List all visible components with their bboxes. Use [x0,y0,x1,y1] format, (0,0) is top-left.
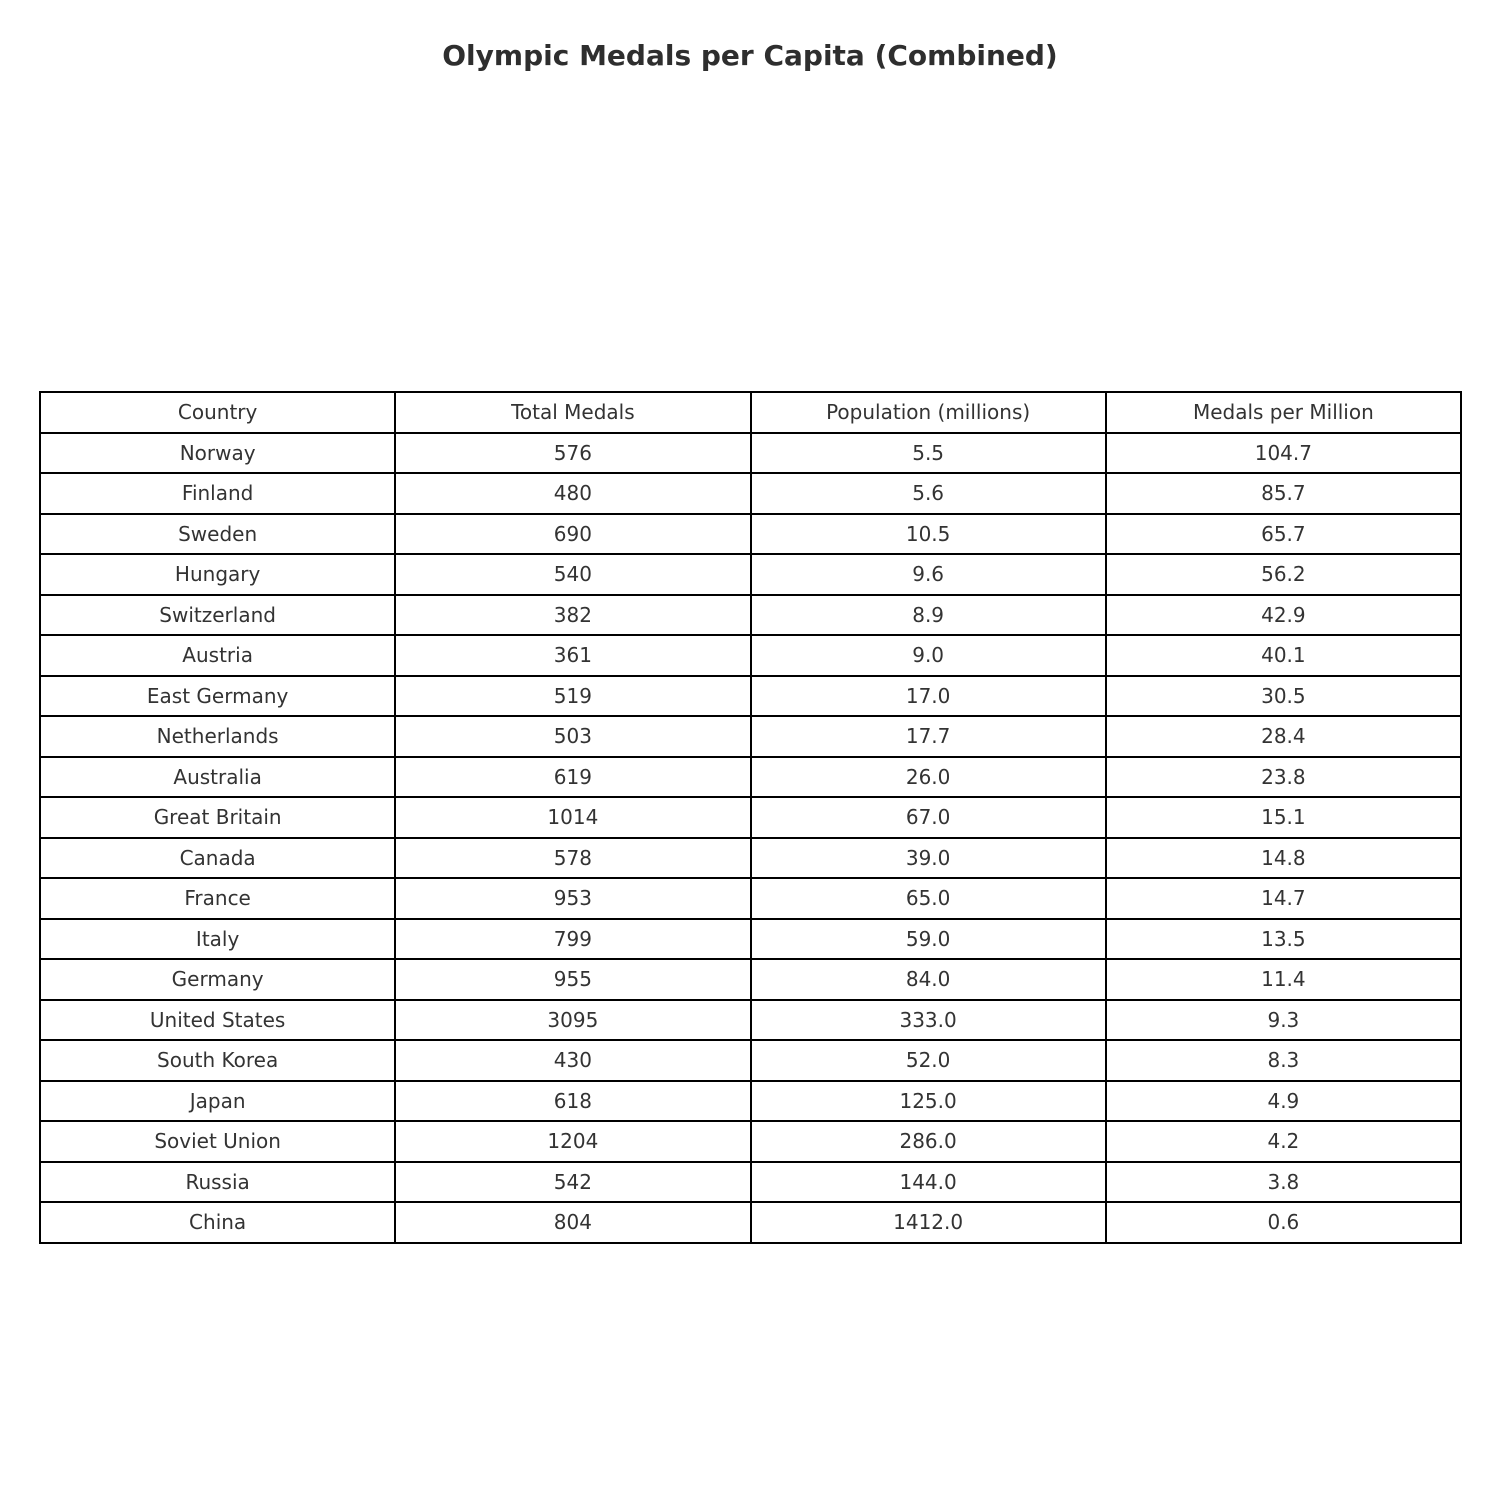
cell-total-medals: 382 [395,595,750,636]
table-row [40,635,1461,676]
cell-medals-per-million: 30.5 [1106,676,1461,717]
table-row [40,676,1461,717]
cell-medals-per-million: 11.4 [1106,959,1461,1000]
cell-medals-per-million: 3.8 [1106,1162,1461,1203]
cell-population: 8.9 [751,595,1106,636]
cell-medals-per-million: 13.5 [1106,919,1461,960]
cell-medals-per-million: 65.7 [1106,514,1461,555]
cell-country: Russia [40,1162,395,1203]
chart-title: Olympic Medals per Capita (Combined) [442,39,1058,72]
cell-medals-per-million: 85.7 [1106,473,1461,514]
cell-country: Canada [40,838,395,879]
cell-country: Switzerland [40,595,395,636]
cell-medals-per-million: 9.3 [1106,1000,1461,1041]
table-row [40,514,1461,555]
cell-country: Sweden [40,514,395,555]
cell-country: Austria [40,635,395,676]
cell-total-medals: 542 [395,1162,750,1203]
medals-table [39,391,1462,1244]
cell-medals-per-million: 14.7 [1106,878,1461,919]
cell-total-medals: 578 [395,838,750,879]
cell-country: China [40,1202,395,1243]
table-row [40,959,1461,1000]
cell-population: 67.0 [751,797,1106,838]
cell-population: 26.0 [751,757,1106,798]
cell-population: 1412.0 [751,1202,1106,1243]
cell-country: East Germany [40,676,395,717]
cell-population: 286.0 [751,1121,1106,1162]
cell-population: 5.5 [751,433,1106,474]
cell-total-medals: 3095 [395,1000,750,1041]
cell-total-medals: 619 [395,757,750,798]
cell-population: 59.0 [751,919,1106,960]
cell-population: 17.7 [751,716,1106,757]
cell-population: 84.0 [751,959,1106,1000]
cell-medals-per-million: 56.2 [1106,554,1461,595]
header-row [40,392,1461,433]
cell-medals-per-million: 4.2 [1106,1121,1461,1162]
header-country: Country [40,392,395,433]
cell-country: United States [40,1000,395,1041]
cell-population: 39.0 [751,838,1106,879]
cell-country: Finland [40,473,395,514]
cell-medals-per-million: 8.3 [1106,1040,1461,1081]
cell-medals-per-million: 40.1 [1106,635,1461,676]
cell-medals-per-million: 104.7 [1106,433,1461,474]
table-body [40,433,1461,1243]
cell-population: 52.0 [751,1040,1106,1081]
table-header [40,392,1461,433]
table-row [40,554,1461,595]
table-row [40,838,1461,879]
cell-population: 333.0 [751,1000,1106,1041]
cell-population: 9.0 [751,635,1106,676]
cell-total-medals: 540 [395,554,750,595]
table-row [40,473,1461,514]
table-row [40,595,1461,636]
cell-country: Australia [40,757,395,798]
table-row [40,1000,1461,1041]
table-row [40,433,1461,474]
cell-country: Soviet Union [40,1121,395,1162]
cell-population: 125.0 [751,1081,1106,1122]
cell-population: 65.0 [751,878,1106,919]
table-row [40,878,1461,919]
cell-medals-per-million: 42.9 [1106,595,1461,636]
cell-total-medals: 503 [395,716,750,757]
table-row [40,797,1461,838]
table-row [40,1202,1461,1243]
cell-total-medals: 955 [395,959,750,1000]
cell-total-medals: 804 [395,1202,750,1243]
cell-total-medals: 799 [395,919,750,960]
cell-medals-per-million: 0.6 [1106,1202,1461,1243]
cell-population: 5.6 [751,473,1106,514]
cell-medals-per-million: 15.1 [1106,797,1461,838]
cell-country: Hungary [40,554,395,595]
cell-country: Italy [40,919,395,960]
cell-total-medals: 618 [395,1081,750,1122]
cell-medals-per-million: 28.4 [1106,716,1461,757]
cell-total-medals: 480 [395,473,750,514]
cell-country: Germany [40,959,395,1000]
cell-total-medals: 690 [395,514,750,555]
cell-population: 10.5 [751,514,1106,555]
cell-country: France [40,878,395,919]
cell-country: Netherlands [40,716,395,757]
cell-country: Great Britain [40,797,395,838]
cell-medals-per-million: 14.8 [1106,838,1461,879]
table-row [40,1040,1461,1081]
header-population: Population (millions) [751,392,1106,433]
cell-country: Japan [40,1081,395,1122]
table-row [40,919,1461,960]
cell-population: 17.0 [751,676,1106,717]
cell-medals-per-million: 23.8 [1106,757,1461,798]
cell-country: Norway [40,433,395,474]
cell-country: South Korea [40,1040,395,1081]
cell-total-medals: 953 [395,878,750,919]
cell-medals-per-million: 4.9 [1106,1081,1461,1122]
cell-population: 144.0 [751,1162,1106,1203]
cell-total-medals: 361 [395,635,750,676]
cell-total-medals: 576 [395,433,750,474]
cell-total-medals: 1204 [395,1121,750,1162]
cell-total-medals: 519 [395,676,750,717]
header-total-medals: Total Medals [395,392,750,433]
table-row [40,716,1461,757]
table-row [40,757,1461,798]
table-row [40,1121,1461,1162]
cell-population: 9.6 [751,554,1106,595]
header-medals-per-million: Medals per Million [1106,392,1461,433]
cell-total-medals: 430 [395,1040,750,1081]
cell-total-medals: 1014 [395,797,750,838]
table-row [40,1162,1461,1203]
table-row [40,1081,1461,1122]
